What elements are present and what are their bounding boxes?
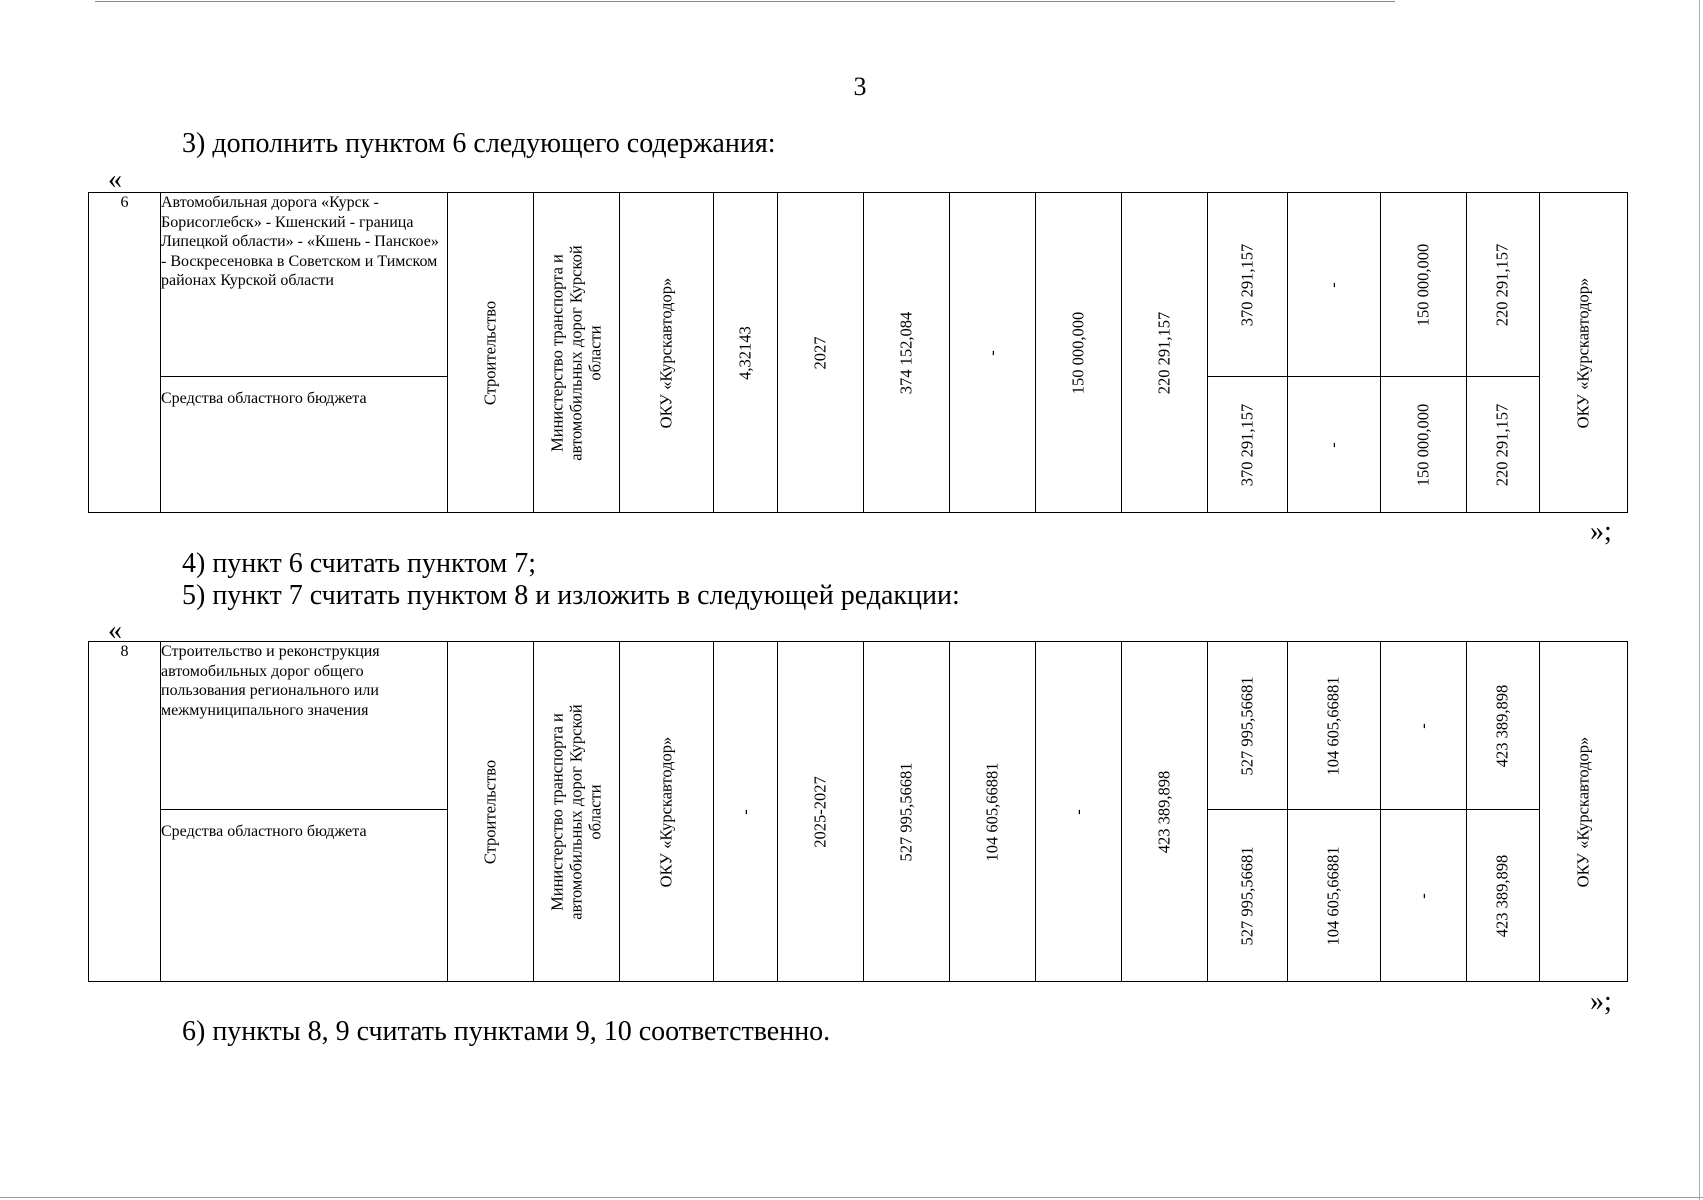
length: 4,32143 xyxy=(735,325,755,380)
cost-col-1-cell xyxy=(950,193,1036,513)
contractor: ОКУ «Курскавтодор» xyxy=(656,277,676,428)
cost-col-1: 104 605,66881 xyxy=(982,762,1002,861)
budget-value: - xyxy=(1323,441,1343,448)
period: 2025-2027 xyxy=(810,775,830,848)
cost-col-3-cell xyxy=(1122,193,1208,513)
period-cell xyxy=(778,193,864,513)
customer-line-3: области xyxy=(584,783,604,840)
work-type: Строительство xyxy=(480,759,500,864)
cost-col-2: 150 000,000 xyxy=(1068,311,1088,394)
length: - xyxy=(735,808,755,815)
budget-value: 527 995,56681 xyxy=(1237,846,1257,945)
budget-cell xyxy=(1467,810,1540,982)
budget-value: 423 389,898 xyxy=(1492,854,1512,937)
customer-cell xyxy=(534,642,620,982)
budget-cell xyxy=(1467,377,1540,513)
funding-source: Средства областного бюджета xyxy=(161,377,448,513)
budget-cell xyxy=(1208,377,1288,513)
cost-col-1: - xyxy=(982,349,1002,356)
paragraph-6: 6) пункты 8, 9 считать пунктами 9, 10 соответственно. xyxy=(182,1016,831,1047)
total-cost: 374 152,084 xyxy=(896,311,916,394)
quote-open-1: « xyxy=(108,164,122,195)
cost-col-2-cell xyxy=(1036,642,1122,982)
customer-line-1: Министерство транспорта и xyxy=(547,253,567,452)
budget-value: 220 291,157 xyxy=(1492,403,1512,486)
funding-source: Средства областного бюджета xyxy=(161,810,448,982)
recipient-cell xyxy=(1540,642,1628,982)
contractor: ОКУ «Курскавтодор» xyxy=(656,736,676,887)
quote-close-1: »; xyxy=(1590,516,1612,547)
work-type: Строительство xyxy=(480,300,500,405)
item-number: 6 xyxy=(89,193,161,513)
customer xyxy=(548,245,605,460)
budget-value: 150 000,000 xyxy=(1413,403,1433,486)
table-item-6 xyxy=(88,192,1628,513)
cost-col-2-cell xyxy=(1036,193,1122,513)
scan-border-bottom xyxy=(0,1197,1703,1198)
budget-cell xyxy=(1288,377,1381,513)
total-cost: 527 995,56681 xyxy=(896,762,916,861)
contractor-cell xyxy=(620,193,714,513)
cost-col-2: - xyxy=(1068,808,1088,815)
recipient: ОКУ «Курскавтодор» xyxy=(1573,736,1593,887)
limit-value: 423 389,898 xyxy=(1492,684,1512,767)
work-type-cell xyxy=(448,642,534,982)
customer-line-3: области xyxy=(584,324,604,381)
limit-value: - xyxy=(1323,281,1343,288)
budget-value: - xyxy=(1413,892,1433,899)
item-number: 8 xyxy=(89,642,161,982)
scan-border-top xyxy=(95,1,1395,2)
quote-open-2: « xyxy=(108,615,122,646)
budget-cell xyxy=(1381,377,1467,513)
customer-line-1: Министерство транспорта и xyxy=(547,712,567,911)
cost-col-3-cell xyxy=(1122,642,1208,982)
limit-cell xyxy=(1208,642,1288,810)
period: 2027 xyxy=(810,336,830,369)
period-cell xyxy=(778,642,864,982)
recipient-cell xyxy=(1540,193,1628,513)
quote-close-2: »; xyxy=(1590,986,1612,1017)
contractor-cell xyxy=(620,642,714,982)
object-name: Строительство и реконструкция автомобильных дорог общего пользования регионального или межмуниципального значения xyxy=(161,642,448,810)
limit-value: 104 605,66881 xyxy=(1323,676,1343,775)
cost-col-3: 220 291,157 xyxy=(1154,311,1174,394)
limit-value: 150 000,000 xyxy=(1413,243,1433,326)
total-cost-cell xyxy=(864,642,950,982)
scan-border-right xyxy=(1699,0,1700,1200)
page-number: 3 xyxy=(853,72,867,101)
limit-value: 527 995,56681 xyxy=(1237,676,1257,775)
limit-cell xyxy=(1288,193,1381,377)
paragraph-4: 4) пункт 6 считать пунктом 7; xyxy=(182,548,537,579)
work-type-cell xyxy=(448,193,534,513)
customer-cell xyxy=(534,193,620,513)
table-item-8 xyxy=(88,641,1628,982)
object-name: Автомобильная дорога «Курск - Борисоглебск» - Кшенский - граница Липецкой области» - «Кшень - Панское» - Воскресеновка в Советском и Тимском районах Курской области xyxy=(161,193,448,377)
length-cell xyxy=(714,642,778,982)
customer-line-2: автомобильных дорог Курской xyxy=(566,244,586,461)
limit-value: 220 291,157 xyxy=(1492,243,1512,326)
length-cell xyxy=(714,193,778,513)
limit-cell xyxy=(1288,642,1381,810)
budget-cell xyxy=(1381,810,1467,982)
budget-value: 370 291,157 xyxy=(1237,403,1257,486)
cost-col-1-cell xyxy=(950,642,1036,982)
budget-value: 104 605,66881 xyxy=(1323,846,1343,945)
customer-line-2: автомобильных дорог Курской xyxy=(566,703,586,920)
budget-cell xyxy=(1288,810,1381,982)
limit-value: 370 291,157 xyxy=(1237,243,1257,326)
paragraph-3: 3) дополнить пунктом 6 следующего содержания: xyxy=(182,128,776,159)
cost-col-3: 423 389,898 xyxy=(1154,770,1174,853)
limit-cell xyxy=(1467,193,1540,377)
limit-cell xyxy=(1208,193,1288,377)
limit-cell xyxy=(1467,642,1540,810)
limit-value: - xyxy=(1413,722,1433,729)
total-cost-cell xyxy=(864,193,950,513)
customer xyxy=(548,704,605,919)
limit-cell xyxy=(1381,193,1467,377)
limit-cell xyxy=(1381,642,1467,810)
budget-cell xyxy=(1208,810,1288,982)
recipient: ОКУ «Курскавтодор» xyxy=(1573,277,1593,428)
paragraph-5: 5) пункт 7 считать пунктом 8 и изложить в следующей редакции: xyxy=(182,580,960,611)
